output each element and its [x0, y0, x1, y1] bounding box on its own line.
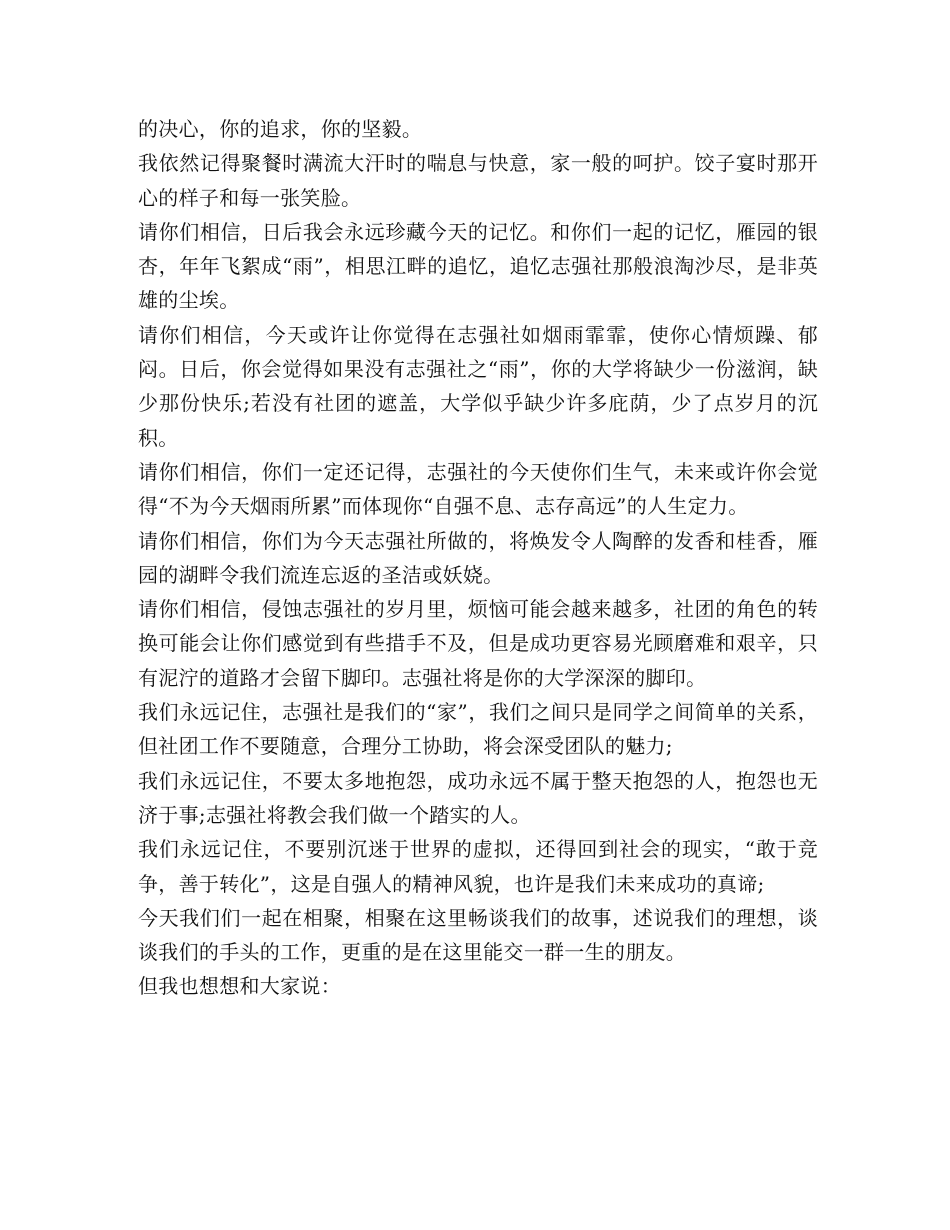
paragraph: 请你们相信，你们为今天志强社所做的，将焕发令人陶醉的发香和桂香，雁园的湖畔令我们流连忘返的圣洁或妖娆。: [138, 528, 818, 587]
paragraph: 我们永远记住，不要太多地抱怨，成功永远不属于整天抱怨的人，抱怨也无济于事;志强社将教会我们做一个踏实的人。: [138, 768, 818, 827]
paragraph: 请你们相信，今天或许让你觉得在志强社如烟雨霏霏，使你心情烦躁、郁闷。日后，你会觉得如果没有志强社之“雨”，你的大学将缺少一份滋润，缺少那份快乐;若没有社团的遮盖，大学似乎缺少许多庇荫，少了点岁月的沉积。: [138, 322, 818, 450]
document-body: [138, 112, 818, 1004]
paragraph: 我依然记得聚餐时满流大汗时的喘息与快意，家一般的呵护。饺子宴时那开心的样子和每一张笑脸。: [138, 151, 818, 210]
paragraph: 请你们相信，侵蚀志强社的岁月里，烦恼可能会越来越多，社团的角色的转换可能会让你们感觉到有些措手不及，但是成功更容易光顾磨难和艰辛，只有泥泞的道路才会留下脚印。志强社将是你的大学深深的脚印。: [138, 597, 818, 690]
paragraph: 的决心，你的追求，你的坚毅。: [138, 117, 423, 141]
paragraph: 请你们相信，日后我会永远珍藏今天的记忆。和你们一起的记忆，雁园的银杏，年年飞絮成“雨”，相思江畔的追忆，追忆志强社那般浪淘沙尽，是非英雄的尘埃。: [138, 219, 818, 313]
paragraph: 请你们相信，你们一定还记得，志强社的今天使你们生气，未来或许你会觉得“不为今天烟雨所累”而体现你“自强不息、志存高远”的人生定力。: [138, 459, 818, 519]
paragraph: 我们永远记住，不要别沉迷于世界的虚拟，还得回到社会的现实，“敢于竞争，善于转化”，这是自强人的精神风貌，也许是我们未来成功的真谛;: [138, 837, 818, 896]
paragraph: 但我也想想和大家说：: [138, 974, 341, 999]
paragraph: 今天我们们一起在相聚，相聚在这里畅谈我们的故事，述说我们的理想，谈谈我们的手头的工作，更重的是在这里能交一群一生的朋友。: [138, 905, 818, 965]
paragraph: 我们永远记住，志强社是我们的“家”，我们之间只是同学之间简单的关系，但社团工作不要随意，合理分工协助，将会深受团队的魅力;: [138, 700, 818, 759]
